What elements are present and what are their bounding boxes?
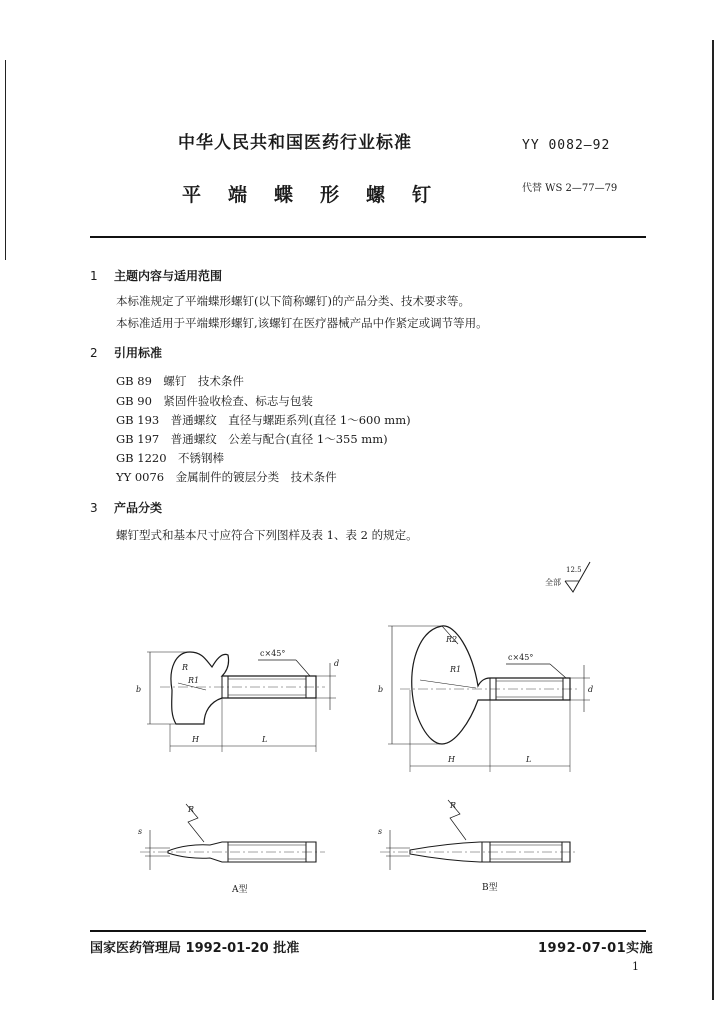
type-b-side-view	[380, 800, 578, 870]
dim-s-a: s	[138, 827, 143, 836]
reference-item: GB 193 普通螺纹 直径与螺距系列(直径 1～600 mm)	[116, 413, 411, 427]
reference-item: YY 0076 金属制件的镀层分类 技术条件	[116, 470, 337, 484]
replaces-note: 代替 WS 2—77—79	[522, 183, 618, 194]
dim-L-a: L	[262, 735, 268, 744]
footer-rule	[90, 930, 646, 932]
reference-item: GB 197 普通螺纹 公差与配合(直径 1～355 mm)	[116, 432, 388, 446]
dim-L-b: L	[526, 755, 532, 764]
effective-date: 1992-07-01实施	[538, 941, 654, 956]
approval-note: 国家医药管理局 1992-01-20 批准	[90, 941, 300, 956]
dim-H-b: H	[448, 755, 455, 764]
standard-category: 中华人民共和国医药行业标准	[178, 133, 412, 153]
reference-item: GB 1220 不锈钢棒	[116, 451, 225, 465]
dim-b-a: b	[136, 685, 142, 694]
dim-b-b: b	[378, 685, 384, 694]
dim-s-b: s	[378, 827, 383, 836]
header-rule	[90, 236, 646, 238]
dim-R-side-b: R	[450, 801, 457, 810]
dim-R2-b: R2	[446, 635, 458, 644]
section-3-heading: 3 产品分类	[90, 501, 163, 515]
reference-item: GB 89 螺钉 技术条件	[116, 374, 244, 388]
section-2-heading: 2 引用标准	[90, 346, 163, 360]
section-3-paragraph: 螺钉型式和基本尺寸应符合下列图样及表 1、表 2 的规定。	[116, 528, 418, 542]
dim-d-b: d	[588, 685, 594, 694]
dim-d-a: d	[334, 659, 340, 668]
type-b-front-view	[388, 626, 590, 772]
roughness-value: 12.5	[566, 566, 582, 574]
dim-R-side-a: R	[188, 805, 195, 814]
section-1-heading: 1 主题内容与适用范围	[90, 269, 223, 283]
dim-R1-b: R1	[450, 665, 462, 674]
technical-drawing	[0, 555, 719, 905]
dim-R-a: R	[182, 663, 189, 672]
document-title: 平端蝶形螺钉	[182, 184, 459, 206]
page-number: 1	[632, 960, 639, 973]
reference-item: GB 90 紧固件验收检查、标志与包装	[116, 394, 313, 408]
type-a-front-view	[147, 652, 336, 752]
section-1-paragraph: 本标准适用于平端蝶形螺钉,该螺钉在医疗器械产品中作紧定或调节等用。	[116, 316, 488, 330]
dim-R1-a: R1	[188, 676, 200, 685]
chamfer-label-a: c×45°	[260, 649, 286, 658]
standard-number: YY 0082—92	[522, 138, 611, 153]
type-b-label: B型	[482, 883, 498, 893]
type-a-side-view	[140, 804, 325, 870]
section-1-paragraph: 本标准规定了平端蝶形螺钉(以下简称螺钉)的产品分类、技术要求等。	[116, 294, 470, 308]
roughness-prefix: 全部	[545, 578, 561, 587]
dim-H-a: H	[192, 735, 199, 744]
scan-edge-left	[5, 60, 6, 260]
type-a-label: A型	[232, 885, 248, 895]
chamfer-label-b: c×45°	[508, 653, 534, 662]
